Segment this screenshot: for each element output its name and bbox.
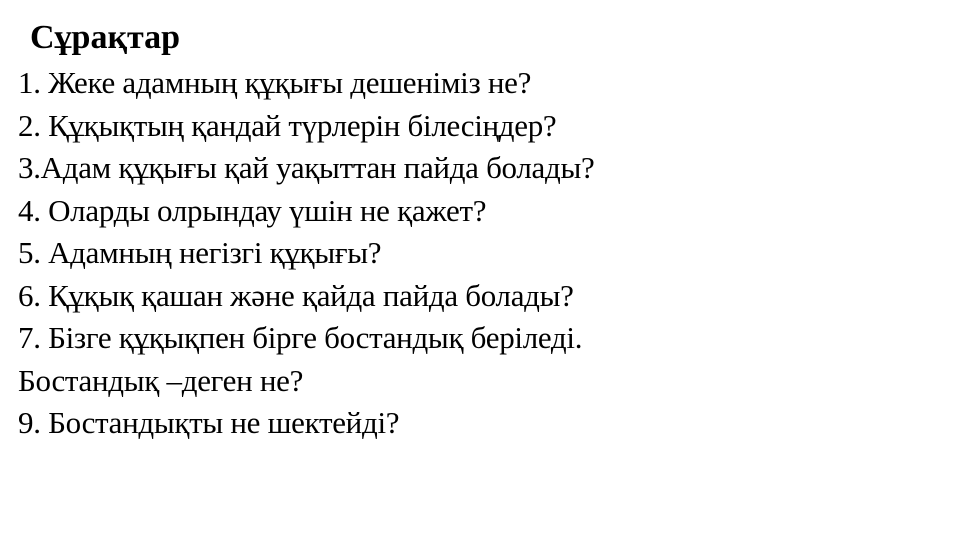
question-line: 4. Оларды олрындау үшін не қажет?: [18, 192, 487, 228]
question-line: 6. Құқық қашан және қайда пайда болады?: [18, 277, 574, 313]
question-line: 9. Бостандықты не шектейді?: [18, 405, 400, 440]
slide-title: Сұрақтар: [30, 19, 181, 56]
question-line: Бостандық –деген не?: [18, 362, 304, 398]
question-line: 1. Жеке адамның құқығы дешеніміз не?: [18, 65, 532, 100]
question-line: 3.Адам құқығы қай уақыттан пайда болады?: [18, 150, 595, 185]
question-line: 2. Құқықтың қандай түрлерін білесіңдер?: [18, 107, 557, 143]
question-line: 5. Адамның негізгі құқығы?: [18, 235, 382, 270]
question-line: 7. Бізге құқықпен бірге бостандық беріледі.: [18, 320, 583, 355]
question-list: [18, 62, 950, 445]
